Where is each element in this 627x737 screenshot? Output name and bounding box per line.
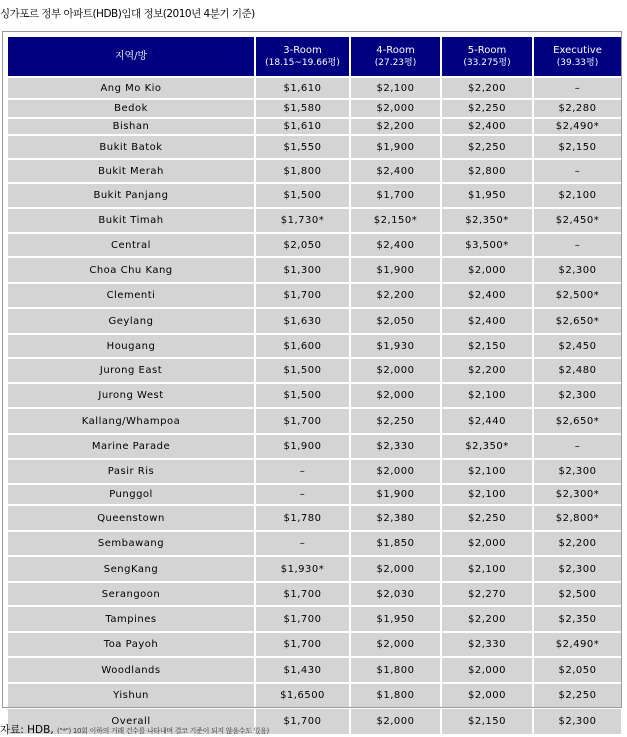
table-row (8, 409, 621, 433)
rent-3-room-cell: $1,730* (256, 209, 349, 232)
region-cell: Queenstown (8, 506, 254, 530)
rent-3-room-cell: $1,700 (256, 709, 349, 734)
region-cell: Geylang (8, 309, 254, 333)
rent-executive-cell: – (534, 234, 621, 256)
header-5-room (442, 37, 532, 76)
rent-5-room-cell: $2,350* (442, 209, 532, 232)
rent-executive-cell: $2,050 (534, 658, 621, 682)
region-cell: Bedok (8, 100, 254, 117)
region-cell: Clementi (8, 284, 254, 307)
rent-3-room-cell: $1,300 (256, 258, 349, 282)
rent-5-room-cell: $2,100 (442, 557, 532, 581)
rent-4-room-cell: $2,000 (351, 557, 440, 581)
source-text: 자료: HDB, (0, 724, 54, 736)
table-row (8, 309, 621, 333)
rent-executive-cell: $2,300 (534, 384, 621, 407)
rent-4-room-cell: $2,000 (351, 460, 440, 483)
rent-executive-cell: $2,800* (534, 506, 621, 530)
region-cell: Toa Payoh (8, 633, 254, 656)
region-cell: Choa Chu Kang (8, 258, 254, 282)
table-body (8, 78, 621, 734)
header-label: Executive (553, 44, 602, 56)
page-title: 싱가포르 정부 아파트(HDB)임대 정보(2010년 4분기 기준) (0, 8, 255, 20)
table-row (8, 633, 621, 656)
region-cell: Bukit Batok (8, 136, 254, 158)
rent-executive-cell: $2,300 (534, 258, 621, 282)
rent-5-room-cell: $1,950 (442, 184, 532, 207)
region-cell: Bukit Timah (8, 209, 254, 232)
rent-executive-cell: $2,490* (534, 633, 621, 656)
rent-3-room-cell: $1,550 (256, 136, 349, 158)
region-cell: Woodlands (8, 658, 254, 682)
rent-4-room-cell: $2,000 (351, 359, 440, 382)
rent-5-room-cell: $2,400 (442, 284, 532, 307)
rent-executive-cell: $2,650* (534, 409, 621, 433)
rent-4-room-cell: $1,700 (351, 184, 440, 207)
rent-executive-cell: $2,150 (534, 136, 621, 158)
rent-5-room-cell: $2,150 (442, 335, 532, 357)
rent-4-room-cell: $2,000 (351, 384, 440, 407)
region-cell: Bishan (8, 119, 254, 134)
rent-4-room-cell: $2,200 (351, 119, 440, 134)
rent-5-room-cell: $2,150 (442, 709, 532, 734)
rent-4-room-cell: $2,200 (351, 284, 440, 307)
rent-executive-cell: $2,450* (534, 209, 621, 232)
rent-3-room-cell: $1,700 (256, 409, 349, 433)
rent-4-room-cell: $2,150* (351, 209, 440, 232)
region-cell: Overall (8, 709, 254, 734)
footnote-text: ("*") 10회 이하의 거래 건수를 나타내며 결코 기준이 되지 않음수도 있음) (57, 727, 269, 735)
rent-executive-cell: $2,300 (534, 709, 621, 734)
rent-3-room-cell: – (256, 532, 349, 555)
table-row (8, 160, 621, 182)
rent-3-room-cell: $1,430 (256, 658, 349, 682)
rent-3-room-cell: $1,600 (256, 335, 349, 357)
rent-4-room-cell: $1,900 (351, 258, 440, 282)
rent-5-room-cell: $2,350* (442, 435, 532, 458)
rent-executive-cell: $2,650* (534, 309, 621, 333)
rent-5-room-cell: $2,400 (442, 119, 532, 134)
table-row (8, 184, 621, 207)
header-size: (39.33평) (556, 57, 599, 68)
rent-executive-cell: – (534, 435, 621, 458)
rent-executive-cell: $2,250 (534, 684, 621, 707)
rent-executive-cell: $2,300 (534, 460, 621, 483)
rent-4-room-cell: $1,900 (351, 485, 440, 504)
region-cell: Yishun (8, 684, 254, 707)
region-cell: Pasir Ris (8, 460, 254, 483)
rent-5-room-cell: $2,200 (442, 78, 532, 98)
region-cell: SengKang (8, 557, 254, 581)
header-executive (534, 37, 621, 76)
table-row (8, 684, 621, 707)
rent-3-room-cell: $1,780 (256, 506, 349, 530)
rent-4-room-cell: $2,000 (351, 709, 440, 734)
rent-5-room-cell: $2,000 (442, 684, 532, 707)
table-row (8, 100, 621, 117)
table-header-row (8, 37, 621, 76)
rent-3-room-cell: $1,6500 (256, 684, 349, 707)
rent-4-room-cell: $1,900 (351, 136, 440, 158)
rent-3-room-cell: $1,800 (256, 160, 349, 182)
rent-5-room-cell: $2,270 (442, 583, 532, 605)
table-row (8, 234, 621, 256)
rent-executive-cell: $2,280 (534, 100, 621, 117)
rent-3-room-cell: $1,700 (256, 633, 349, 656)
rent-executive-cell: $2,350 (534, 607, 621, 631)
rent-3-room-cell: $1,700 (256, 583, 349, 605)
rent-5-room-cell: $2,250 (442, 100, 532, 117)
table-row (8, 359, 621, 382)
rent-5-room-cell: $2,200 (442, 359, 532, 382)
rent-3-room-cell: $1,500 (256, 184, 349, 207)
region-cell: Kallang/Whampoa (8, 409, 254, 433)
header-3-room (256, 37, 349, 76)
table-row (8, 532, 621, 555)
header-label: 지역/방 (114, 50, 148, 62)
rent-3-room-cell: $1,930* (256, 557, 349, 581)
region-cell: Tampines (8, 607, 254, 631)
table-row (8, 78, 621, 98)
rent-executive-cell: – (534, 78, 621, 98)
rent-executive-cell: – (534, 160, 621, 182)
rent-3-room-cell: $1,500 (256, 384, 349, 407)
rent-5-room-cell: $2,100 (442, 460, 532, 483)
header-size: (33.275평) (463, 57, 511, 68)
rent-5-room-cell: $2,800 (442, 160, 532, 182)
rent-4-room-cell: $2,400 (351, 234, 440, 256)
header-label: 4-Room (376, 44, 415, 56)
rent-5-room-cell: $2,200 (442, 607, 532, 631)
source-footer (0, 722, 269, 737)
rent-5-room-cell: $2,100 (442, 384, 532, 407)
region-cell: Jurong West (8, 384, 254, 407)
table-row (8, 607, 621, 631)
region-cell: Serangoon (8, 583, 254, 605)
rent-3-room-cell: $2,050 (256, 234, 349, 256)
table-row (8, 119, 621, 134)
header-region (8, 37, 254, 76)
rent-executive-cell: $2,200 (534, 532, 621, 555)
table-row (8, 557, 621, 581)
rent-4-room-cell: $1,930 (351, 335, 440, 357)
region-cell: Ang Mo Kio (8, 78, 254, 98)
table-row (8, 209, 621, 232)
rent-executive-cell: $2,450 (534, 335, 621, 357)
rent-5-room-cell: $2,440 (442, 409, 532, 433)
rent-5-room-cell: $2,400 (442, 309, 532, 333)
table-row (8, 506, 621, 530)
rent-3-room-cell: – (256, 485, 349, 504)
rent-3-room-cell: $1,610 (256, 78, 349, 98)
rent-5-room-cell: $2,000 (442, 658, 532, 682)
rent-4-room-cell: $2,030 (351, 583, 440, 605)
region-cell: Bukit Merah (8, 160, 254, 182)
rent-executive-cell: $2,100 (534, 184, 621, 207)
table-row (8, 335, 621, 357)
table-row (8, 136, 621, 158)
region-cell: Sembawang (8, 532, 254, 555)
rent-3-room-cell: $1,580 (256, 100, 349, 117)
header-size: (27.23평) (374, 57, 417, 68)
header-size: (18.15~19.66평) (265, 57, 340, 68)
rent-executive-cell: $2,500 (534, 583, 621, 605)
rent-executive-cell: $2,300 (534, 557, 621, 581)
rent-4-room-cell: $2,330 (351, 435, 440, 458)
hdb-rent-table (6, 35, 623, 736)
table-row (8, 583, 621, 605)
rent-4-room-cell: $1,950 (351, 607, 440, 631)
table-row (8, 435, 621, 458)
rent-5-room-cell: $2,250 (442, 136, 532, 158)
table-row (8, 658, 621, 682)
rent-4-room-cell: $2,380 (351, 506, 440, 530)
rent-4-room-cell: $1,800 (351, 684, 440, 707)
rent-4-room-cell: $2,050 (351, 309, 440, 333)
table-row (8, 384, 621, 407)
rent-3-room-cell: $1,900 (256, 435, 349, 458)
rent-executive-cell: $2,480 (534, 359, 621, 382)
rent-executive-cell: $2,300* (534, 485, 621, 504)
rent-executive-cell: $2,500* (534, 284, 621, 307)
rent-5-room-cell: $3,500* (442, 234, 532, 256)
rent-5-room-cell: $2,250 (442, 506, 532, 530)
rent-4-room-cell: $2,100 (351, 78, 440, 98)
header-4-room (351, 37, 440, 76)
rent-5-room-cell: $2,330 (442, 633, 532, 656)
rent-5-room-cell: $2,000 (442, 258, 532, 282)
region-cell: Bukit Panjang (8, 184, 254, 207)
rent-4-room-cell: $2,250 (351, 409, 440, 433)
rent-4-room-cell: $2,000 (351, 633, 440, 656)
rent-executive-cell: $2,490* (534, 119, 621, 134)
rent-5-room-cell: $2,000 (442, 532, 532, 555)
region-cell: Jurong East (8, 359, 254, 382)
rent-3-room-cell: – (256, 460, 349, 483)
rent-3-room-cell: $1,610 (256, 119, 349, 134)
rent-3-room-cell: $1,700 (256, 607, 349, 631)
header-label: 5-Room (467, 44, 507, 56)
table-row (8, 485, 621, 504)
rent-4-room-cell: $1,800 (351, 658, 440, 682)
region-cell: Hougang (8, 335, 254, 357)
rent-4-room-cell: $2,400 (351, 160, 440, 182)
rent-5-room-cell: $2,100 (442, 485, 532, 504)
header-label: 3-Room (283, 44, 322, 56)
region-cell: Central (8, 234, 254, 256)
rent-4-room-cell: $2,000 (351, 100, 440, 117)
table-row (8, 460, 621, 483)
rent-3-room-cell: $1,500 (256, 359, 349, 382)
rent-3-room-cell: $1,700 (256, 284, 349, 307)
table-row (8, 258, 621, 282)
rent-4-room-cell: $1,850 (351, 532, 440, 555)
rent-3-room-cell: $1,630 (256, 309, 349, 333)
table-row (8, 284, 621, 307)
region-cell: Punggol (8, 485, 254, 504)
region-cell: Marine Parade (8, 435, 254, 458)
